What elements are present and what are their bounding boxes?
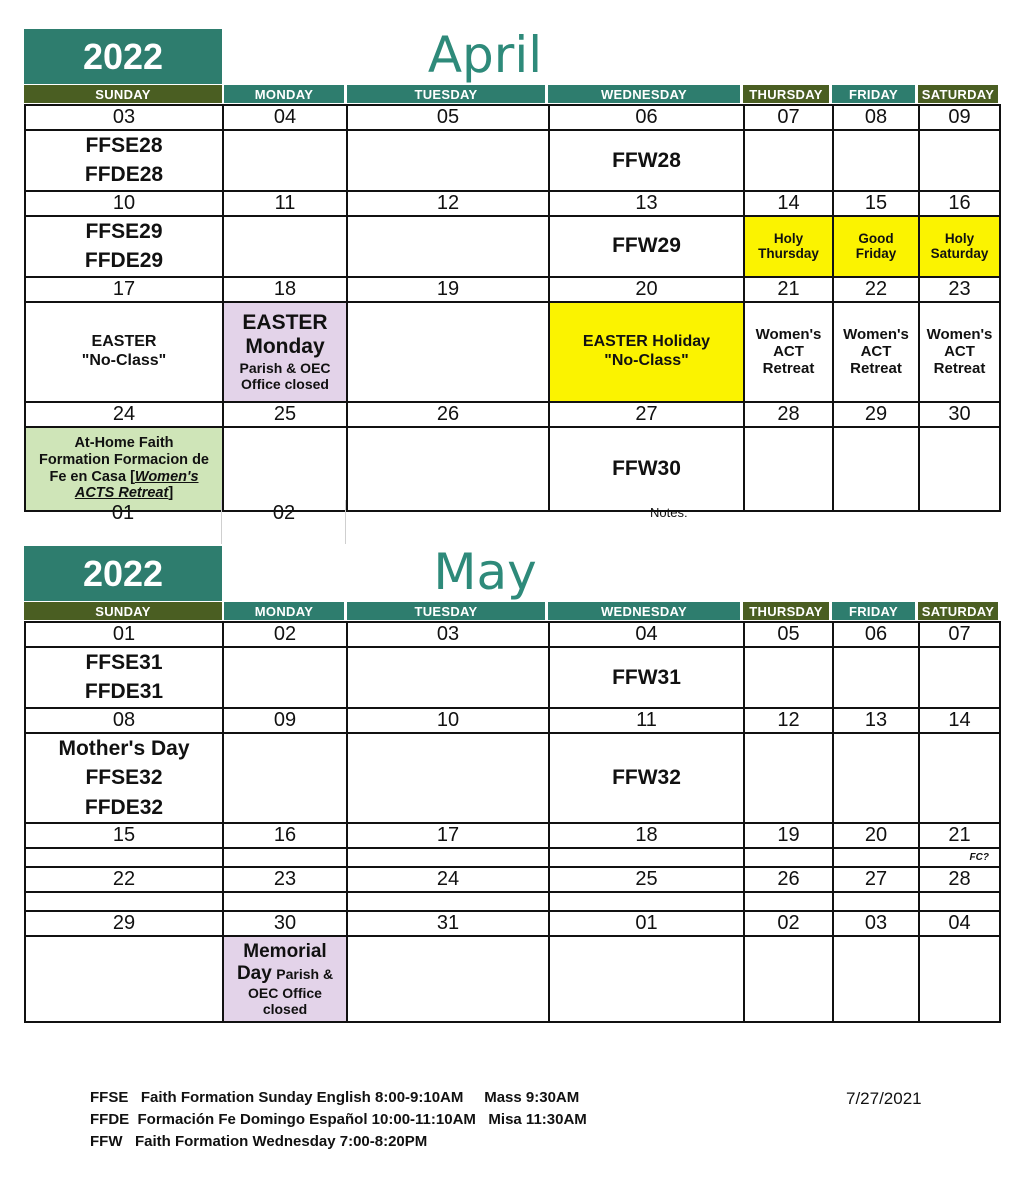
holy-saturday-cell — [919, 216, 1000, 277]
date-cell: 19 — [347, 277, 549, 302]
empty-cell — [223, 427, 347, 511]
april-week3-events — [25, 302, 1000, 402]
date-cell: 04 — [223, 105, 347, 130]
april-week1-events — [25, 130, 1000, 191]
date-cell: 21 — [744, 277, 833, 302]
event-text: Day — [236, 962, 272, 984]
event-text: FFDE32 — [84, 795, 164, 819]
april-dow-saturday: SATURDAY — [918, 85, 998, 103]
event-text: EASTER Holiday — [582, 333, 711, 351]
empty-cell — [744, 733, 833, 823]
date-cell: 27 — [833, 867, 919, 892]
event-cell: FFW30 — [549, 427, 744, 511]
empty-cell — [919, 733, 1000, 823]
may-year: 2022 — [82, 552, 164, 594]
event-text: FFDE28 — [84, 163, 164, 187]
april-trailing-monday: 02 — [272, 502, 296, 524]
date-cell: 01 — [549, 911, 744, 936]
event-cell — [25, 733, 223, 823]
may-dow-friday: FRIDAY — [832, 602, 915, 620]
event-text: Friday — [855, 246, 897, 262]
may-week5-dates — [25, 911, 1000, 936]
event-text: Women's — [755, 325, 822, 343]
empty-cell — [744, 130, 833, 191]
date-cell: 20 — [833, 823, 919, 848]
empty-cell — [549, 936, 744, 1022]
date-cell: 30 — [223, 911, 347, 936]
good-friday-cell — [833, 216, 919, 277]
event-text: FFDE31 — [84, 680, 164, 704]
empty-cell — [833, 427, 919, 511]
may-week4-dates — [25, 867, 1000, 892]
may-dow-sunday: SUNDAY — [24, 602, 222, 620]
date-cell: 16 — [223, 823, 347, 848]
date-cell: 11 — [223, 191, 347, 216]
memorial-day-cell — [223, 936, 347, 1022]
date-cell: 30 — [919, 402, 1000, 427]
may-week3-events — [25, 848, 1000, 867]
date-cell: 13 — [549, 191, 744, 216]
empty-cell — [919, 427, 1000, 511]
may-year-banner — [24, 546, 222, 601]
empty-cell — [223, 130, 347, 191]
event-text: ACTS Retreat — [74, 485, 169, 502]
date-cell: 28 — [919, 867, 1000, 892]
empty-cell — [833, 936, 919, 1022]
date-cell: 13 — [833, 708, 919, 733]
may-week2-events — [25, 733, 1000, 823]
date-cell: 22 — [833, 277, 919, 302]
empty-cell — [744, 892, 833, 911]
empty-cell — [347, 936, 549, 1022]
at-home-faith-cell — [25, 427, 223, 511]
event-cell — [25, 130, 223, 191]
date-cell: 04 — [549, 622, 744, 647]
event-text: FFSE32 — [85, 766, 163, 790]
event-text: OEC Office — [248, 984, 322, 1001]
date-cell: 23 — [223, 867, 347, 892]
event-text: Good — [858, 230, 894, 246]
event-text: "No-Class" — [81, 351, 167, 369]
date-cell: 14 — [744, 191, 833, 216]
fc-note-cell: FC? — [919, 848, 1000, 867]
empty-cell — [347, 733, 549, 823]
may-dow-monday: MONDAY — [224, 602, 344, 620]
date-cell: 12 — [744, 708, 833, 733]
date-cell: 06 — [833, 622, 919, 647]
date-cell: 18 — [549, 823, 744, 848]
empty-cell — [25, 848, 223, 867]
empty-cell — [744, 647, 833, 708]
date-cell: 01 — [25, 622, 223, 647]
april-week1-dates — [25, 105, 1000, 130]
date-cell: 03 — [25, 105, 223, 130]
date-cell: 04 — [919, 911, 1000, 936]
empty-cell — [347, 302, 549, 402]
april-week4-events — [25, 427, 1000, 511]
event-text: Women's — [134, 468, 199, 485]
date-cell: 03 — [347, 622, 549, 647]
date-cell: 09 — [919, 105, 1000, 130]
date-cell: 20 — [549, 277, 744, 302]
event-text: Holy — [944, 230, 975, 246]
date-cell: 09 — [223, 708, 347, 733]
april-week2-dates — [25, 191, 1000, 216]
event-text: Retreat — [762, 360, 815, 378]
event-text: Parish & — [276, 965, 334, 982]
event-text: Mother's Day — [58, 736, 190, 760]
date-cell: 25 — [223, 402, 347, 427]
empty-cell — [347, 892, 549, 911]
retreat-cell — [744, 302, 833, 402]
may-month-title: May — [433, 543, 537, 601]
date-cell: 10 — [347, 708, 549, 733]
date-cell: 11 — [549, 708, 744, 733]
document-date: 7/27/2021 — [846, 1089, 922, 1108]
may-dow-tuesday: TUESDAY — [347, 602, 545, 620]
easter-no-class-cell — [25, 302, 223, 402]
empty-cell — [744, 848, 833, 867]
event-text: Retreat — [933, 360, 986, 378]
empty-cell — [833, 130, 919, 191]
empty-cell — [223, 848, 347, 867]
date-cell: 17 — [347, 823, 549, 848]
date-cell: 08 — [833, 105, 919, 130]
empty-cell — [744, 936, 833, 1022]
event-text: Parish & OEC — [239, 359, 331, 376]
holy-thursday-cell — [744, 216, 833, 277]
event-text: Memorial — [243, 941, 327, 963]
legend-ffde: FFDE Formación Fe Domingo Español 10:00-11:10AM Misa 11:30AM — [90, 1111, 587, 1128]
easter-monday-cell — [223, 302, 347, 402]
may-week2-dates — [25, 708, 1000, 733]
event-cell: FFW29 — [549, 216, 744, 277]
date-cell: 24 — [347, 867, 549, 892]
event-text: "No-Class" — [604, 351, 689, 369]
event-cell: FFW32 — [549, 733, 744, 823]
date-cell: 19 — [744, 823, 833, 848]
event-text: Thursday — [758, 246, 819, 262]
event-cell: FFW31 — [549, 647, 744, 708]
retreat-cell — [833, 302, 919, 402]
date-cell: 07 — [744, 105, 833, 130]
event-text: Saturday — [930, 246, 989, 262]
april-trailing-sunday: 01 — [111, 502, 135, 524]
empty-cell — [549, 892, 744, 911]
may-dow-wednesday: WEDNESDAY — [548, 602, 740, 620]
may-week5-events — [25, 936, 1000, 1022]
event-text: Fe en Casa [ — [49, 468, 135, 485]
date-cell: 26 — [744, 867, 833, 892]
april-dow-sunday: SUNDAY — [24, 85, 222, 103]
empty-cell — [549, 848, 744, 867]
event-text: Holy — [773, 230, 804, 246]
april-dow-monday: MONDAY — [224, 85, 344, 103]
april-year: 2022 — [82, 35, 164, 77]
empty-cell — [744, 427, 833, 511]
empty-cell — [223, 216, 347, 277]
date-cell: 08 — [25, 708, 223, 733]
date-cell: 26 — [347, 402, 549, 427]
event-text: EASTER — [91, 333, 157, 351]
event-text: FFSE29 — [85, 219, 163, 243]
easter-holiday-cell — [549, 302, 744, 402]
empty-cell — [25, 892, 223, 911]
event-cell: FFW28 — [549, 130, 744, 191]
april-week2-events — [25, 216, 1000, 277]
empty-cell — [919, 130, 1000, 191]
empty-cell — [223, 892, 347, 911]
date-cell: 17 — [25, 277, 223, 302]
event-text: ACT — [944, 342, 975, 360]
column-divider — [345, 500, 346, 544]
date-cell: 16 — [919, 191, 1000, 216]
april-year-banner — [24, 29, 222, 84]
date-cell: 27 — [549, 402, 744, 427]
empty-cell — [347, 427, 549, 511]
event-cell — [25, 216, 223, 277]
empty-cell — [919, 647, 1000, 708]
date-cell: 07 — [919, 622, 1000, 647]
april-week4-dates — [25, 402, 1000, 427]
date-cell: 28 — [744, 402, 833, 427]
may-calendar-grid — [24, 621, 1001, 1023]
date-cell: 29 — [25, 911, 223, 936]
date-cell: 14 — [919, 708, 1000, 733]
empty-cell — [919, 892, 1000, 911]
may-dow-thursday: THURSDAY — [743, 602, 829, 620]
event-text: FFSE28 — [85, 134, 163, 157]
empty-cell — [833, 848, 919, 867]
empty-cell — [347, 130, 549, 191]
empty-cell — [833, 892, 919, 911]
event-text: closed — [262, 1000, 308, 1017]
empty-cell — [347, 647, 549, 708]
may-week4-events — [25, 892, 1000, 911]
retreat-cell — [919, 302, 1000, 402]
april-dow-tuesday: TUESDAY — [347, 85, 545, 103]
legend-ffse: FFSE Faith Formation Sunday English 8:00-9:10AM Mass 9:30AM — [90, 1089, 580, 1106]
empty-cell — [833, 733, 919, 823]
april-dow-thursday: THURSDAY — [743, 85, 829, 103]
date-cell: 25 — [549, 867, 744, 892]
date-cell: 03 — [833, 911, 919, 936]
event-text: Formation Formacion de — [39, 451, 209, 468]
date-cell: 12 — [347, 191, 549, 216]
date-cell: 18 — [223, 277, 347, 302]
legend-ffw: FFW Faith Formation Wednesday 7:00-8:20PM — [90, 1133, 428, 1150]
event-text: Retreat — [850, 360, 902, 378]
date-cell: 15 — [25, 823, 223, 848]
april-dow-friday: FRIDAY — [832, 85, 915, 103]
event-text: FFDE29 — [84, 249, 164, 273]
empty-cell — [347, 216, 549, 277]
may-week1-dates — [25, 622, 1000, 647]
april-dow-wednesday: WEDNESDAY — [548, 85, 740, 103]
event-text: ACT — [860, 342, 892, 360]
date-cell: 15 — [833, 191, 919, 216]
date-cell: 02 — [223, 622, 347, 647]
date-cell: 05 — [744, 622, 833, 647]
legend — [90, 1089, 710, 1155]
date-cell: 02 — [744, 911, 833, 936]
event-text: EASTER — [242, 311, 328, 335]
event-text: Monday — [245, 335, 325, 359]
event-text: ] — [168, 485, 174, 502]
empty-cell — [833, 647, 919, 708]
empty-cell — [25, 936, 223, 1022]
date-cell: 10 — [25, 191, 223, 216]
date-cell: 22 — [25, 867, 223, 892]
empty-cell — [223, 647, 347, 708]
column-divider — [221, 500, 222, 544]
may-week1-events — [25, 647, 1000, 708]
may-week3-dates — [25, 823, 1000, 848]
april-calendar-grid — [24, 104, 1001, 512]
event-cell — [25, 647, 223, 708]
april-week3-dates — [25, 277, 1000, 302]
date-cell: 05 — [347, 105, 549, 130]
date-cell: 29 — [833, 402, 919, 427]
date-cell: 21 — [919, 823, 1000, 848]
empty-cell — [347, 848, 549, 867]
date-cell: 24 — [25, 402, 223, 427]
notes-label: Notes: — [650, 505, 688, 520]
date-cell: 23 — [919, 277, 1000, 302]
date-cell: 31 — [347, 911, 549, 936]
event-text: Women's — [843, 325, 909, 343]
event-text: Office closed — [241, 375, 329, 392]
date-cell: 06 — [549, 105, 744, 130]
event-text: ACT — [773, 342, 804, 360]
event-text: At-Home Faith — [74, 435, 174, 452]
empty-cell — [223, 733, 347, 823]
april-month-title: April — [427, 26, 543, 84]
may-dow-saturday: SATURDAY — [918, 602, 998, 620]
event-text: FFSE31 — [85, 651, 163, 674]
event-text: Women's — [926, 325, 993, 343]
empty-cell — [919, 936, 1000, 1022]
